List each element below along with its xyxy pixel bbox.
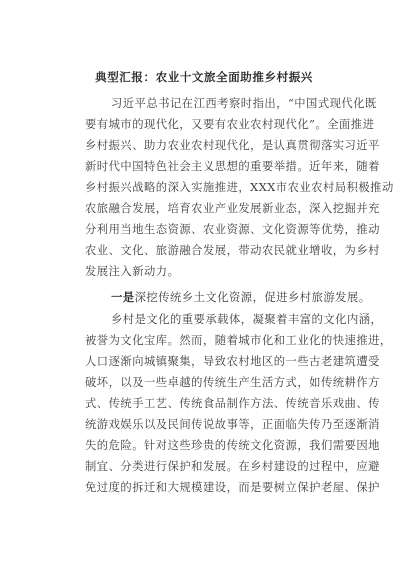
paragraph-line: 发展注入新动力。	[85, 265, 180, 278]
paragraph-line: 农旅融合发展，培育农业产业发展新业态，深入挖掘并充	[85, 202, 380, 215]
paragraph-line: 失的危险。针对这些珍贵的传统文化资源，我们需要因地	[85, 439, 380, 452]
paragraph-line: 新时代中国特色社会主义思想的重要举措。近年来，随着	[85, 160, 380, 173]
paragraph-line: 乡村振兴战略的深入实施推进，XXX市农业农村局积极推动	[85, 181, 394, 194]
paragraph-line: 乡村是文化的重要承载体，凝聚着丰富的文化内涵，	[111, 313, 383, 326]
paragraph-line: 被誉为文化宝库。然而，随着城市化和工业化的快速推进，	[85, 334, 392, 347]
paragraph-line: 统游戏娱乐以及民间传说故事等，正面临失传乃至逐渐消	[85, 418, 380, 431]
paragraph-line: 分利用当地生态资源、农业资源、文化资源等优势，推动	[85, 223, 380, 236]
paragraph-line: 制宜、分类进行保护和发展。在乡村建设的过程中，应避	[85, 460, 380, 473]
paragraph-line: 习近平总书记在江西考察时指出，“中国式现代化既	[111, 97, 377, 110]
section-heading-text: 深挖传统乡土文化资源，促进乡村旅游发展。	[134, 291, 371, 304]
document-title: 典型汇报：农业十文旅全面助推乡村振兴	[95, 70, 313, 84]
paragraph-line: 免过度的拆迁和大规模建设，而是要树立保护老屋、保护	[85, 481, 380, 494]
paragraph-line: 要有城市的现代化，又要有农业农村现代化”。全面推进	[85, 118, 375, 131]
paragraph-line: 农业、文化、旅游融合发展，带动农民就业增收，为乡村	[85, 244, 380, 257]
paragraph-line: 破坏，以及一些卓越的传统生产生活方式，如传统耕作方	[85, 376, 380, 389]
paragraph-line: 人口逐渐向城镇聚集，导致农村地区的一些古老建筑遭受	[85, 355, 380, 368]
section-lead-label: 一是	[111, 290, 135, 304]
section-heading-line	[111, 290, 371, 305]
paragraph-line: 乡村振兴、助力农业农村现代化，是认真贯彻落实习近平	[85, 139, 380, 152]
paragraph-line: 式、传统手工艺、传统食品制作方法、传统音乐戏曲、传	[85, 397, 380, 410]
